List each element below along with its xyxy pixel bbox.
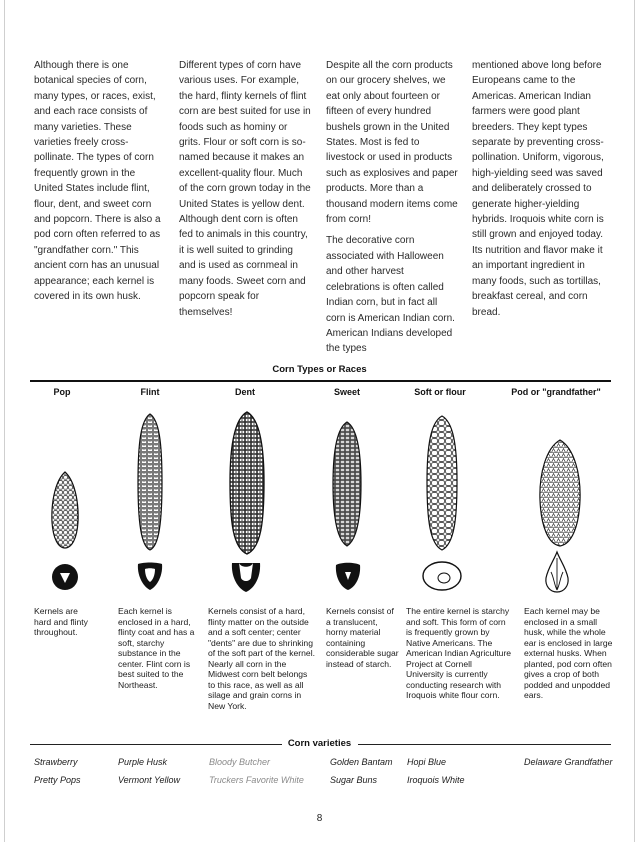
- variety-item: Truckers Favorite White: [209, 775, 304, 785]
- right-page-edge: [634, 0, 635, 842]
- intro-column-2: [179, 58, 311, 326]
- race-name-soft-or-flour: Soft or flour: [414, 387, 466, 397]
- pop-kernel-cross-section-icon: [50, 562, 80, 592]
- corn-varieties-title: Corn varieties: [287, 738, 352, 749]
- race-description-pod: Each kernel may be enclosed in a small husk, while the whole ear is enclosed in large external husks. When planted, pod corn often gives a crop of both podded and unpodded ears.: [524, 606, 613, 700]
- intro-column-3: [326, 58, 458, 363]
- race-name-pop: Pop: [53, 387, 71, 397]
- race-description-flint: Each kernel is enclosed in a hard, flinty coat and has a soft, starchy substance in the center. Flint corn is best suited to the Northeast.: [118, 606, 195, 690]
- race-description-soft-or-flour: The entire kernel is starchy and soft. This form of corn is frequently grown by Native Americans. The American Indian Agriculture Project at Cornell University is currently conducting research with Iroquois white flour corn.: [406, 606, 512, 700]
- variety-item: Pretty Pops: [34, 775, 81, 785]
- variety-item: Golden Bantam: [330, 757, 393, 767]
- race-name-dent: Dent: [235, 387, 255, 397]
- variety-item: Delaware Grandfather: [524, 757, 613, 767]
- variety-item: Hopi Blue: [407, 757, 447, 767]
- sweet-corn-ear-illustration: [330, 420, 364, 548]
- variety-item: Vermont Yellow: [118, 775, 181, 785]
- intro-paragraph: mentioned above long before Europeans came to the Americas. American Indian farmers were good plant breeders. They kept types separate by preventing cross-pollination. Uniform, vigorous, high-yielding seed was saved and deliberately crossed to generate higher-yielding hybrids. Iroquois white corn is still grown and enjoyed today. Its nutrition and flavor make it an important ingredient in many foods, such as tortillas, breakfast cereal, and corn bread.: [472, 60, 604, 318]
- intro-paragraph: Despite all the corn products on our grocery shelves, we eat only about fourteen or fifteen of every hundred bushels grown in the United States. Most is fed to livestock or used in products such as explosives and paper products. More than a thousand modern items come from corn!: [326, 60, 458, 226]
- dent-corn-ear-illustration: [227, 410, 267, 556]
- intro-paragraph: Although there is one botanical species of corn, many types, or races, exist, and each race consists of many varieties. These varieties freely cross-pollinate. The types of corn frequently grown in the United States include flint, flour, dent, and sweet corn and popcorn. There is also a pod corn often referred to as "grandfather corn." This ancient corn has an unusual appearance; each kernel is covered in its own husk.: [34, 60, 161, 303]
- pod-kernel-husk-icon: [542, 550, 572, 594]
- corn-types-rule: [30, 380, 611, 382]
- race-description-dent: Kernels consist of a hard, flinty matter on the outside and a soft center; center "dents" are due to shrinking of the soft part of the kernel. Nearly all corn in the Midwest corn belt belongs to this race, as well as all silage and grain corns in New York.: [208, 606, 316, 711]
- intro-column-4: [472, 58, 604, 326]
- dent-kernel-cross-section-icon: [229, 560, 263, 594]
- page-number: 8: [316, 813, 323, 824]
- intro-column-1: [34, 58, 166, 311]
- varieties-rule-right: [358, 744, 611, 745]
- variety-item: Iroquois White: [407, 775, 465, 785]
- race-name-pod: Pod or "grandfather": [511, 387, 601, 397]
- variety-item: Bloody Butcher: [209, 757, 271, 767]
- variety-item: Purple Husk: [118, 757, 168, 767]
- flint-kernel-cross-section-icon: [134, 560, 166, 592]
- race-name-sweet: Sweet: [333, 387, 360, 397]
- flour-corn-ear-illustration: [424, 414, 460, 552]
- race-name-flint: Flint: [140, 387, 160, 397]
- intro-paragraph: The decorative corn associated with Halloween and other harvest celebrations is often called Indian corn, but in fact all corn is American Indian corn. American Indians developed the types: [326, 235, 455, 355]
- pod-corn-ear-illustration: [536, 438, 584, 548]
- pop-corn-ear-illustration: [48, 470, 82, 550]
- variety-item: Sugar Buns: [330, 775, 378, 785]
- flour-kernel-cross-section-icon: [421, 560, 463, 592]
- sweet-kernel-cross-section-icon: [333, 560, 363, 592]
- flint-corn-ear-illustration: [135, 412, 165, 552]
- left-page-edge: [4, 0, 5, 842]
- intro-paragraph: Different types of corn have various uses. For example, the hard, flinty kernels of flint corn are best suited for use in foods such as hominy or grits. Flour or soft corn is so-named because it makes an excellent-quality flour. Much of the corn grown today in the United States is yellow dent. Although dent corn is often fed to animals in this country, it is well suited to grinding and is used as cornmeal in many foods. Sweet corn and popcorn speak for themselves!: [179, 60, 311, 318]
- race-description-pop: Kernels are hard and flinty throughout.: [34, 606, 88, 637]
- race-description-sweet: Kernels consist of a translucent, horny material containing considerable sugar instead of starch.: [326, 606, 399, 669]
- variety-item: Strawberry: [34, 757, 78, 767]
- corn-types-title: Corn Types or Races: [272, 364, 367, 375]
